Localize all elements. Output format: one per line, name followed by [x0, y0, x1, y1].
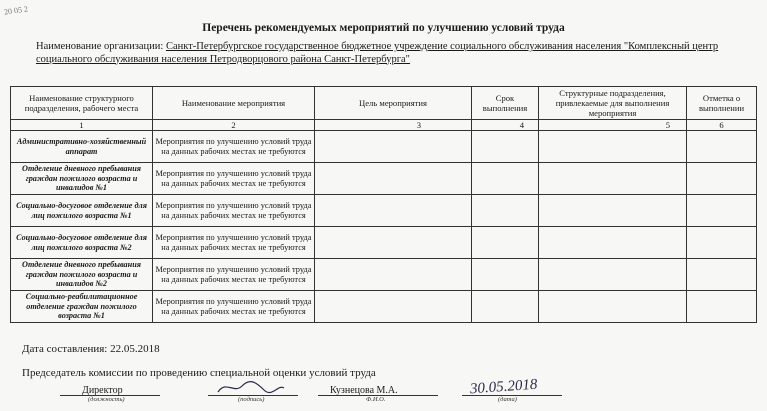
column-number: 4 [472, 120, 539, 131]
involved-cell [539, 195, 687, 227]
unit-name: Социально-реабилитационное отделение граждан пожилого возраста №1 [11, 291, 153, 323]
unit-name: Социально-досуговое отделение для лиц пожилого возраста №2 [11, 227, 153, 259]
deadline-cell [472, 131, 539, 163]
commission-chair-line: Председатель комиссии по проведению специальной оценки условий труда [22, 367, 376, 379]
mark-cell [687, 259, 757, 291]
measure-text: Мероприятия по улучшению условий труда на данных рабочих местах не требуются [153, 163, 315, 195]
handwritten-date: 30.05.2018 [469, 376, 538, 398]
unit-name: Отделение дневного пребывания граждан пожилого возраста и инвалидов №1 [11, 163, 153, 195]
date-caption: (дата) [498, 396, 517, 403]
table-header-row [11, 87, 757, 120]
column-number: 5 [539, 120, 687, 131]
organization-name: Санкт-Петербургское государственное бюджетное учреждение социального обслуживания населения "Комплексный центр социального обслуживания населения Петродворцового района Санкт-Петербурга" [36, 41, 719, 65]
signature-scribble [216, 378, 286, 396]
unit-name: Отделение дневного пребывания граждан пожилого возраста и инвалидов №2 [11, 259, 153, 291]
goal-cell [315, 259, 472, 291]
name-caption: Ф.И.О. [366, 396, 386, 403]
table-row [11, 163, 757, 195]
corner-stamp: 20 05 2 [3, 4, 29, 17]
signature-caption: (подпись) [238, 396, 265, 403]
column-number: 2 [153, 120, 315, 131]
document-title: Перечень рекомендуемых мероприятий по улучшению условий труда [202, 22, 565, 34]
goal-cell [315, 163, 472, 195]
unit-name: Социально-досуговое отделение для лиц пожилого возраста №1 [11, 195, 153, 227]
organization-block [36, 41, 756, 66]
deadline-cell [472, 291, 539, 323]
column-number: 1 [11, 120, 153, 131]
table-row [11, 131, 757, 163]
header-goal: Цель мероприятия [315, 87, 472, 120]
mark-cell [687, 163, 757, 195]
column-number: 6 [687, 120, 757, 131]
deadline-cell [472, 163, 539, 195]
measure-text: Мероприятия по улучшению условий труда на данных рабочих местах не требуются [153, 131, 315, 163]
mark-cell [687, 131, 757, 163]
mark-cell [687, 291, 757, 323]
header-deadline: Срок выполнения [472, 87, 539, 120]
chair-position: Директор [82, 385, 123, 396]
involved-cell [539, 163, 687, 195]
table-row [11, 227, 757, 259]
mark-cell [687, 227, 757, 259]
chair-name: Кузнецова М.А. [330, 385, 398, 396]
measure-text: Мероприятия по улучшению условий труда на данных рабочих местах не требуются [153, 227, 315, 259]
goal-cell [315, 227, 472, 259]
position-caption: (должность) [88, 396, 125, 403]
header-completion-mark: Отметка о выполнении [687, 87, 757, 120]
header-involved-units: Структурные подразделения, привлекаемые для выполнения мероприятия [539, 87, 687, 120]
goal-cell [315, 195, 472, 227]
involved-cell [539, 131, 687, 163]
unit-name: Административно-хозяйственный аппарат [11, 131, 153, 163]
goal-cell [315, 291, 472, 323]
goal-cell [315, 131, 472, 163]
column-number: 3 [315, 120, 472, 131]
involved-cell [539, 291, 687, 323]
measure-text: Мероприятия по улучшению условий труда на данных рабочих местах не требуются [153, 291, 315, 323]
measure-text: Мероприятия по улучшению условий труда на данных рабочих местах не требуются [153, 259, 315, 291]
header-measure: Наименование мероприятия [153, 87, 315, 120]
deadline-cell [472, 259, 539, 291]
compilation-date: Дата составления: 22.05.2018 [22, 343, 160, 355]
column-number-row [11, 120, 757, 131]
involved-cell [539, 259, 687, 291]
table-row [11, 291, 757, 323]
mark-cell [687, 195, 757, 227]
measures-table [10, 86, 757, 323]
table-row [11, 195, 757, 227]
deadline-cell [472, 227, 539, 259]
header-unit: Наименование структурного подразделения, рабочего места [11, 87, 153, 120]
organization-label: Наименование организации: [36, 41, 164, 52]
deadline-cell [472, 195, 539, 227]
table-row [11, 259, 757, 291]
measure-text: Мероприятия по улучшению условий труда на данных рабочих местах не требуются [153, 195, 315, 227]
involved-cell [539, 227, 687, 259]
